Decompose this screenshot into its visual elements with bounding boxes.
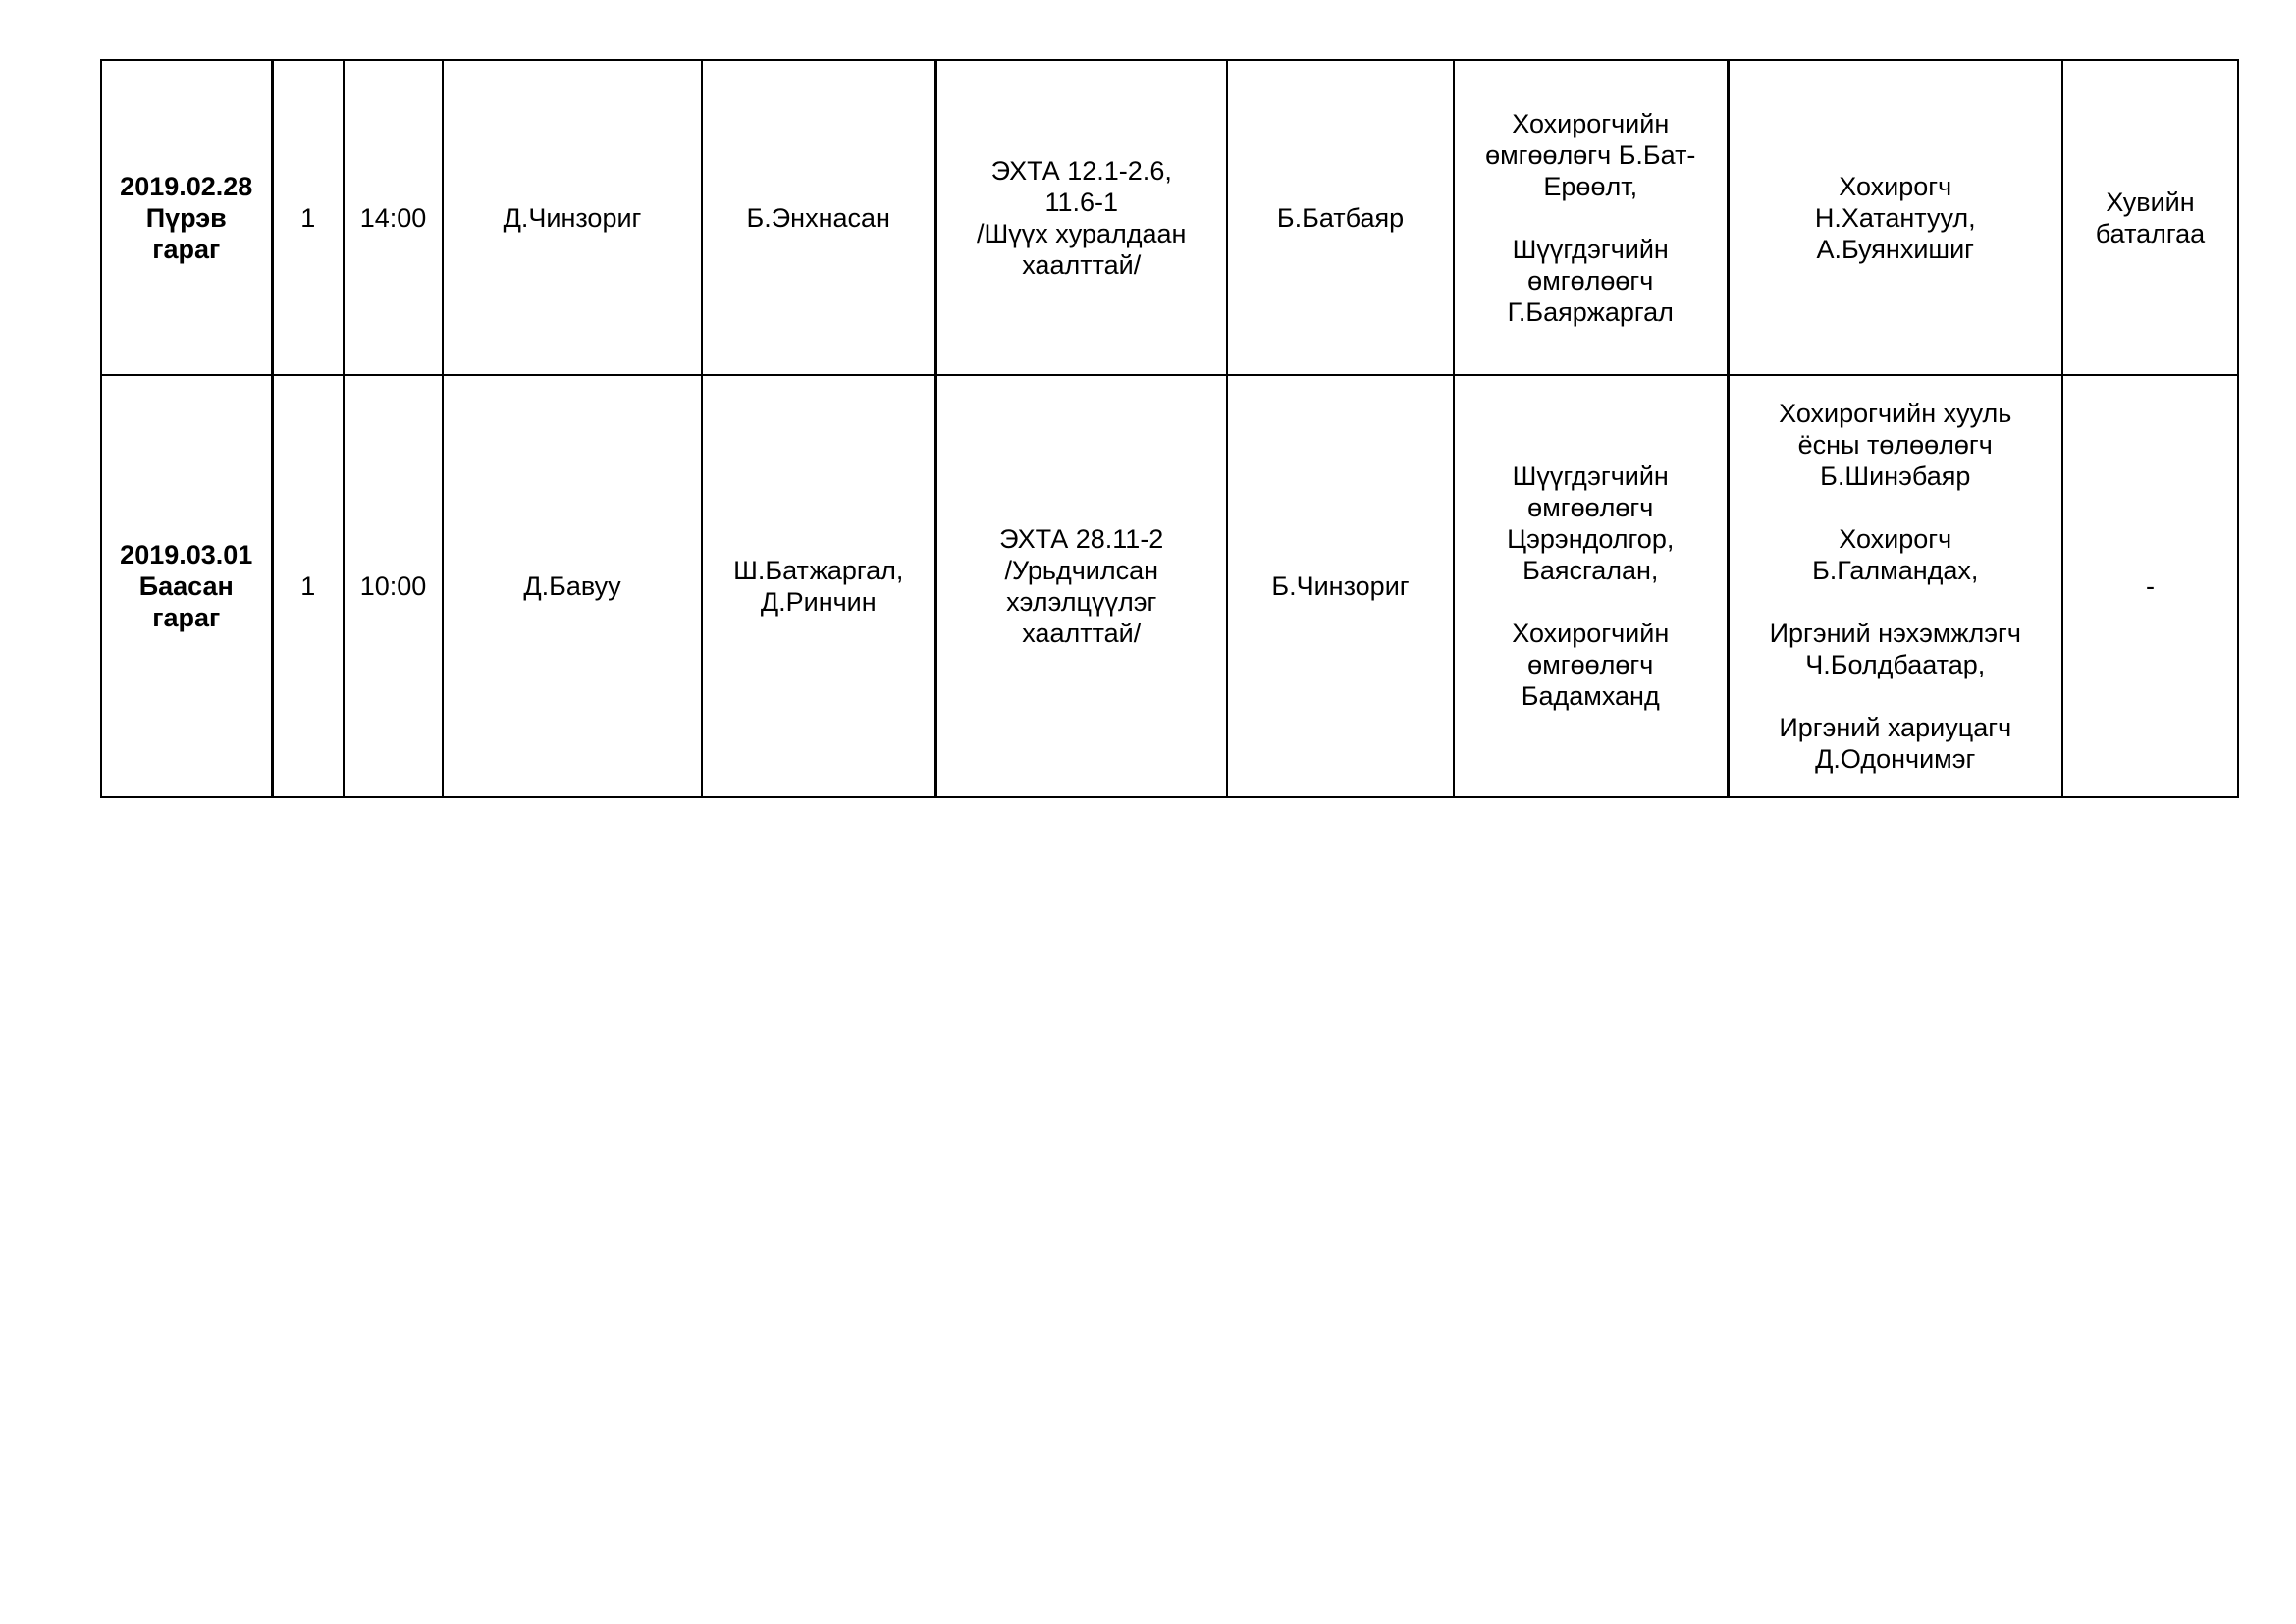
hearing-date: 2019.02.28 <box>120 171 253 201</box>
lawyer-line: Хохирогчийн <box>1512 108 1670 138</box>
participant-line: Иргэний нэхэмжлэгч <box>1769 619 2021 648</box>
participant-line: Б.Шинэбаяр <box>1820 461 1971 491</box>
article-line: ЭХТА 28.11-2 <box>999 524 1164 554</box>
participant-line: А.Буянхишиг <box>1816 234 1975 264</box>
article-line: ЭХТА 12.1-2.6, <box>990 155 1172 186</box>
note-line: баталгаа <box>2095 218 2206 248</box>
court-schedule-table <box>100 59 2239 798</box>
lawyers-cell <box>1454 375 1728 797</box>
spacer <box>1463 586 1719 618</box>
lawyers-cell <box>1454 60 1728 375</box>
article-line: хаалттай/ <box>1022 249 1142 280</box>
lawyer-line: Бадамханд <box>1521 681 1660 711</box>
participant-line: Хохирогч <box>1839 524 1952 554</box>
prosecutor-cell: Б.Чинзориг <box>1227 375 1454 797</box>
hearing-weekday: Пүрэв <box>145 202 227 233</box>
lawyer-line: Шүүгдэгчийн <box>1512 234 1669 264</box>
participant-line: Хохирогчийн хууль <box>1779 399 2012 428</box>
defendant-line: Д.Ринчин <box>760 587 877 617</box>
defendant-cell <box>702 375 935 797</box>
defendant-cell: Б.Энхнасан <box>702 60 935 375</box>
note-cell <box>2062 60 2238 375</box>
lawyer-line: Цэрэндолгор, <box>1507 524 1675 554</box>
lawyer-line: Хохирогчийн <box>1512 619 1670 648</box>
participants-cell <box>1728 375 2062 797</box>
article-cell <box>935 375 1227 797</box>
note-line: - <box>2146 571 2155 601</box>
lawyer-line: Ерөөлт, <box>1543 171 1638 201</box>
participant-line: Б.Галмандах, <box>1812 556 1979 585</box>
article-line: 11.6-1 <box>1044 187 1119 217</box>
participant-line: ёсны төлөөлөгч <box>1797 430 1993 460</box>
hearing-date-cell <box>101 60 272 375</box>
article-line: хаалттай/ <box>1022 619 1142 648</box>
judge-cell: Д.Чинзориг <box>443 60 702 375</box>
article-cell <box>935 60 1227 375</box>
participant-line: Н.Хатантуул, <box>1814 202 1976 233</box>
table-row <box>101 60 2238 375</box>
participant-line: Иргэний хариуцагч <box>1779 713 2012 742</box>
spacer <box>1737 492 2055 523</box>
lawyer-line: өмгөөлөгч Б.Бат- <box>1485 139 1696 170</box>
hearing-number-cell: 1 <box>272 60 344 375</box>
hearing-date-cell <box>101 375 272 797</box>
spacer <box>1463 202 1719 234</box>
hearing-weekday: Баасан <box>138 571 234 601</box>
hearing-weekday-suffix: гараг <box>152 234 221 264</box>
lawyer-line: өмгөөлөгч <box>1527 493 1654 522</box>
judge-cell: Д.Бавуу <box>443 375 702 797</box>
spacer <box>1737 586 2055 618</box>
note-cell <box>2062 375 2238 797</box>
hearing-time-cell: 14:00 <box>344 60 443 375</box>
lawyer-line: өмгөлөөгч <box>1527 265 1654 296</box>
hearing-number-cell: 1 <box>272 375 344 797</box>
hearing-weekday-suffix: гараг <box>152 603 221 632</box>
participants-cell <box>1728 60 2062 375</box>
article-line: хэлэлцүүлэг <box>1006 587 1157 617</box>
hearing-date: 2019.03.01 <box>120 540 253 569</box>
prosecutor-cell: Б.Батбаяр <box>1227 60 1454 375</box>
participant-line: Ч.Болдбаатар, <box>1805 650 1986 679</box>
article-line: /Шүүх хуралдаан <box>977 218 1187 248</box>
spacer <box>1737 680 2055 712</box>
table-row <box>101 375 2238 797</box>
lawyer-line: Шүүгдэгчийн <box>1512 461 1669 491</box>
lawyer-line: Баясгалан, <box>1522 556 1659 585</box>
article-line: /Урьдчилсан <box>1004 556 1159 585</box>
lawyer-line: Г.Баяржаргал <box>1507 297 1674 327</box>
participant-line: Хохирогч <box>1839 171 1952 201</box>
defendant-line: Ш.Батжаргал, <box>733 556 904 585</box>
note-line: Хувийн <box>2106 187 2195 217</box>
participant-line: Д.Одончимэг <box>1815 744 1976 774</box>
lawyer-line: өмгөөлөгч <box>1527 650 1654 679</box>
hearing-time-cell: 10:00 <box>344 375 443 797</box>
